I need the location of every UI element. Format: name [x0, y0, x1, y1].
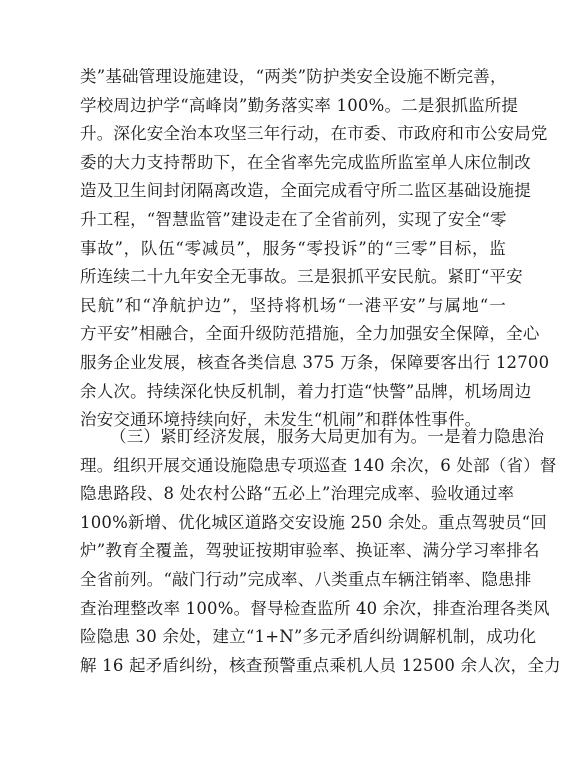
text-line: 查治理整改率 100%。督导检查监所 40 余次，排查治理各类风	[80, 598, 550, 618]
text-line: 类”基础管理设施建设，“两类”防护类安全设施不断完善，	[80, 67, 507, 86]
text-line: 余人次。持续深化快反机制，着力打造“快警”品牌，机场周边	[80, 381, 532, 401]
paragraph-security-work	[80, 63, 550, 435]
text-line: 所连续二十九年安全无事故。三是狠抓平安民航。紧盯“平安	[80, 267, 523, 287]
text-line: 委的大力支持帮助下，在全省率先完成监所监室单人床位制改	[80, 152, 531, 172]
text-line: 事故”，队伍“零减员”，服务“零投诉”的“三零”目标，监	[80, 238, 506, 258]
text-line: 隐患路段、8 处农村公路“五必上”治理完成率、验收通过率	[80, 484, 515, 504]
text-line: 升。深化安全治本攻坚三年行动，在市委、市政府和市公安局党	[80, 124, 548, 144]
text-line: 民航”和“净航护边”，坚持将机场“一港平安”与属地“一	[80, 295, 506, 315]
text-line: 理。组织开展交通设施隐患专项巡查 140 余次，6 处部（省）督	[80, 455, 557, 475]
text-line: 服务企业发展，核查各类信息 375 万条，保障要客出行 12700	[80, 352, 550, 372]
text-line: 治安交通环境持续向好，未发生“机闹”和群体性事件。	[80, 410, 482, 430]
text-line: 100%新增、优化城区道路交安设施 250 余处。重点驾驶员“回	[80, 512, 547, 532]
section-heading-line: （三）紧盯经济发展，服务大局更加有为。一是着力隐患治	[110, 427, 545, 446]
text-line: 学校周边护学“高峰岗”勤务落实率 100%。二是狠抓监所提	[80, 95, 519, 115]
text-line: 方平安”相融合，全面升级防范措施，全力加强安全保障，全心	[80, 324, 540, 344]
text-line: 全省前列。“敲门行动”完成率、八类重点车辆注销率、隐患排	[80, 569, 532, 589]
text-line: 造及卫生间封闭隔离改造，全面完成看守所二监区基础设施提	[80, 181, 531, 201]
text-line: 炉”教育全覆盖，驾驶证按期审验率、换证率、满分学习率排名	[80, 541, 540, 561]
text-line: 解 16 起矛盾纠纷，核查预警重点乘机人员 12500 余人次，全力	[80, 655, 561, 675]
text-line: 险隐患 30 余处，建立“1+N”多元矛盾纠纷调解机制，成功化	[80, 627, 537, 647]
paragraph-economic-development	[80, 423, 561, 680]
text-line: 升工程，“智慧监管”建设走在了全省前列，实现了安全“零	[80, 209, 507, 229]
